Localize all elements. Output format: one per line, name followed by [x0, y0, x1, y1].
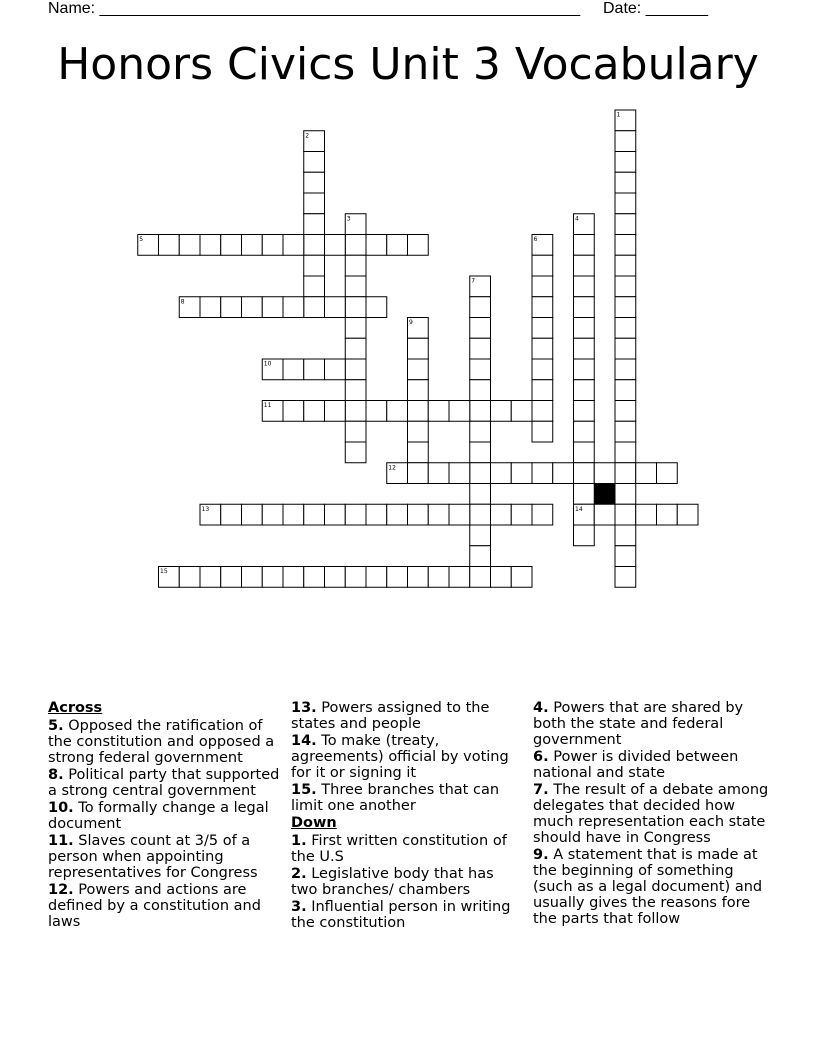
- grid-cell[interactable]: [449, 463, 470, 484]
- grid-cell[interactable]: [262, 235, 283, 256]
- clue-down-9: 9. A statement that is made at the beginning of something (such as a legal document) and usually gives the reasons fore the parts that follow: [533, 847, 763, 927]
- grid-cell[interactable]: [283, 401, 304, 422]
- clue-number: 3: [346, 215, 351, 223]
- grid-cell[interactable]: [574, 276, 595, 297]
- grid-cell[interactable]: [304, 235, 325, 256]
- grid-cell[interactable]: [574, 421, 595, 442]
- grid-cell[interactable]: [366, 567, 387, 588]
- grid-cell[interactable]: [304, 297, 325, 318]
- clue-number: 7: [471, 277, 476, 285]
- grid-cell[interactable]: [470, 442, 491, 463]
- grid-cell[interactable]: [615, 525, 636, 546]
- grid-cell[interactable]: [262, 567, 283, 588]
- grid-cell[interactable]: [532, 297, 553, 318]
- clue-down-6: 6. Power is divided between national and state: [533, 749, 739, 781]
- grid-cell[interactable]: [242, 297, 263, 318]
- clue-across-11: 11. Slaves count at 3/5 of a person when appointing representatives for Congress: [48, 833, 258, 881]
- grid-cell[interactable]: [345, 255, 366, 276]
- clue-across-5: 5. Opposed the ratification of the constitution and opposed a strong federal government: [48, 718, 275, 766]
- grid-cell[interactable]: [408, 380, 429, 401]
- grid-cell[interactable]: [345, 442, 366, 463]
- grid-cell[interactable]: [304, 504, 325, 525]
- grid-cell[interactable]: [428, 463, 449, 484]
- grid-cell[interactable]: [615, 172, 636, 193]
- grid-cell[interactable]: [470, 359, 491, 380]
- grid-cell[interactable]: [408, 235, 429, 256]
- grid-cell[interactable]: [242, 504, 263, 525]
- grid-cell[interactable]: [470, 525, 491, 546]
- grid-cell[interactable]: [574, 359, 595, 380]
- grid-cell[interactable]: [345, 318, 366, 339]
- grid-cell[interactable]: [511, 567, 532, 588]
- grid-cell[interactable]: [532, 338, 553, 359]
- grid-cell[interactable]: [677, 504, 698, 525]
- clue-number: 1: [616, 111, 621, 119]
- grid-cell[interactable]: [449, 504, 470, 525]
- down-heading: Down: [291, 815, 337, 831]
- grid-cell[interactable]: [408, 359, 429, 380]
- grid-cell[interactable]: [615, 276, 636, 297]
- grid-cell[interactable]: [408, 338, 429, 359]
- grid-cell[interactable]: [615, 421, 636, 442]
- grid-cell[interactable]: [615, 318, 636, 339]
- grid-cell[interactable]: [408, 504, 429, 525]
- clue-across-12: 12. Powers and actions are defined by a constitution and laws: [48, 882, 261, 930]
- clue-number: 8: [180, 298, 185, 306]
- grid-cell[interactable]: [325, 401, 346, 422]
- grid-cell[interactable]: [283, 504, 304, 525]
- grid-cell[interactable]: [304, 152, 325, 173]
- clue-across-13: 13. Powers assigned to the states and people: [291, 700, 490, 732]
- grid-cell[interactable]: [470, 401, 491, 422]
- grid-cell[interactable]: [325, 359, 346, 380]
- clue-number: 11: [263, 402, 272, 409]
- grid-cell[interactable]: [615, 152, 636, 173]
- across-heading: Across: [48, 700, 103, 716]
- clue-column-3: [533, 700, 769, 928]
- clue-down-4: 4. Powers that are shared by both the state and federal government: [533, 700, 744, 748]
- clue-across-14: 14. To make (treaty, agreements) official by voting for it or signing it: [291, 733, 509, 781]
- grid-cell[interactable]: [449, 567, 470, 588]
- grid-cell[interactable]: [366, 504, 387, 525]
- clue-down-1: 1. First written constitution of the U.S: [291, 833, 507, 865]
- grid-cell[interactable]: [325, 504, 346, 525]
- grid-cell[interactable]: [345, 338, 366, 359]
- grid-cell[interactable]: [574, 442, 595, 463]
- grid-cell[interactable]: [470, 380, 491, 401]
- grid-cell[interactable]: [304, 172, 325, 193]
- grid-cell[interactable]: [615, 463, 636, 484]
- grid-cell[interactable]: [615, 359, 636, 380]
- grid-cell[interactable]: [325, 235, 346, 256]
- grid-cell[interactable]: [511, 463, 532, 484]
- grid-cell[interactable]: [574, 255, 595, 276]
- grid-cell[interactable]: [449, 401, 470, 422]
- grid-cell[interactable]: [200, 297, 221, 318]
- grid-cell[interactable]: [304, 193, 325, 214]
- grid-cell[interactable]: [574, 401, 595, 422]
- grid-cell[interactable]: [428, 401, 449, 422]
- grid-cell[interactable]: [325, 297, 346, 318]
- grid-cell[interactable]: [470, 546, 491, 567]
- black-cell: [594, 484, 615, 505]
- grid-cell[interactable]: [532, 401, 553, 422]
- page-title: Honors Civics Unit 3 Vocabulary: [57, 39, 759, 90]
- grid-cell[interactable]: [366, 235, 387, 256]
- grid-cell[interactable]: [221, 567, 242, 588]
- grid-cell[interactable]: [491, 401, 512, 422]
- grid-cell[interactable]: [615, 567, 636, 588]
- grid-cell[interactable]: [511, 504, 532, 525]
- grid-cell[interactable]: [511, 401, 532, 422]
- grid-cell[interactable]: [345, 297, 366, 318]
- grid-cell[interactable]: [283, 297, 304, 318]
- grid-cell[interactable]: [345, 380, 366, 401]
- grid-cell[interactable]: [408, 401, 429, 422]
- grid-cell[interactable]: [283, 567, 304, 588]
- grid-cell[interactable]: [491, 567, 512, 588]
- grid-cell[interactable]: [283, 235, 304, 256]
- grid-cell[interactable]: [574, 380, 595, 401]
- grid-cell[interactable]: [242, 567, 263, 588]
- grid-cell[interactable]: [325, 567, 346, 588]
- grid-cell[interactable]: [615, 504, 636, 525]
- grid-cell[interactable]: [532, 255, 553, 276]
- clue-number: 14: [575, 505, 583, 513]
- grid-cell[interactable]: [615, 214, 636, 235]
- grid-cell[interactable]: [304, 567, 325, 588]
- grid-cell[interactable]: [532, 276, 553, 297]
- grid-cell[interactable]: [200, 567, 221, 588]
- grid-cell[interactable]: [553, 463, 574, 484]
- grid-cell[interactable]: [345, 421, 366, 442]
- grid-cell[interactable]: [615, 546, 636, 567]
- clue-number: 12: [388, 464, 396, 472]
- grid-cell[interactable]: [304, 214, 325, 235]
- grid-cell[interactable]: [574, 297, 595, 318]
- grid-cell[interactable]: [345, 235, 366, 256]
- grid-cell[interactable]: [221, 504, 242, 525]
- grid-cell[interactable]: [532, 463, 553, 484]
- grid-cell[interactable]: [408, 567, 429, 588]
- clue-number: 6: [533, 236, 538, 243]
- grid-cell[interactable]: [574, 235, 595, 256]
- date-line[interactable]: _______: [645, 0, 708, 17]
- clue-number: 5: [139, 236, 144, 243]
- clue-number: 9: [409, 319, 413, 326]
- grid-cell[interactable]: [574, 338, 595, 359]
- clue-down-3: 3. Influential person in writing the constitution: [291, 899, 511, 931]
- grid-cell[interactable]: [428, 567, 449, 588]
- grid-cell[interactable]: [532, 504, 553, 525]
- date-label: Date:: [603, 0, 642, 17]
- grid-cell[interactable]: [491, 463, 512, 484]
- grid-cell[interactable]: [408, 463, 429, 484]
- grid-cell[interactable]: [345, 504, 366, 525]
- grid-cell[interactable]: [615, 235, 636, 256]
- grid-cell[interactable]: [345, 567, 366, 588]
- grid-cell[interactable]: [615, 297, 636, 318]
- grid-cell[interactable]: [221, 235, 242, 256]
- grid-cell[interactable]: [615, 255, 636, 276]
- grid-cell[interactable]: [345, 359, 366, 380]
- grid-cell[interactable]: [615, 401, 636, 422]
- clue-down-7: 7. The result of a debate among delegates that decided how much representation each state should have in Congress: [533, 782, 769, 846]
- grid-cell[interactable]: [428, 504, 449, 525]
- clue-column-1: [48, 700, 284, 931]
- grid-cell[interactable]: [615, 338, 636, 359]
- grid-cell[interactable]: [574, 463, 595, 484]
- grid-cell[interactable]: [159, 235, 180, 256]
- grid-cell[interactable]: [574, 318, 595, 339]
- grid-cell[interactable]: [470, 318, 491, 339]
- grid-cell[interactable]: [532, 380, 553, 401]
- grid-cell[interactable]: [304, 401, 325, 422]
- grid-cell[interactable]: [470, 484, 491, 505]
- grid-cell[interactable]: [532, 318, 553, 339]
- grid-cell[interactable]: [532, 359, 553, 380]
- grid-cell[interactable]: [594, 504, 615, 525]
- clue-number: 4: [575, 215, 579, 223]
- grid-cell[interactable]: [408, 421, 429, 442]
- grid-cell[interactable]: [387, 504, 408, 525]
- grid-cell[interactable]: [408, 442, 429, 463]
- clue-down-2: 2. Legislative body that has two branches/ chambers: [291, 866, 494, 898]
- grid-cell[interactable]: [615, 380, 636, 401]
- clue-number: 13: [201, 505, 210, 513]
- grid-cell[interactable]: [387, 401, 408, 422]
- grid-cell[interactable]: [242, 235, 263, 256]
- grid-cell[interactable]: [262, 504, 283, 525]
- grid-cell[interactable]: [636, 463, 657, 484]
- grid-cell[interactable]: [387, 567, 408, 588]
- grid-cell[interactable]: [470, 567, 491, 588]
- name-line[interactable]: ______________________________________________________: [99, 0, 581, 17]
- clue-column-2: [291, 700, 523, 932]
- grid-cell[interactable]: [470, 421, 491, 442]
- grid-cell[interactable]: [657, 504, 678, 525]
- clue-number: 2: [305, 132, 310, 140]
- grid-cell[interactable]: [574, 525, 595, 546]
- grid-cell[interactable]: [470, 463, 491, 484]
- grid-cell[interactable]: [345, 276, 366, 297]
- clue-across-15: 15. Three branches that can limit one another: [291, 782, 500, 814]
- grid-cell[interactable]: [262, 297, 283, 318]
- grid-cell[interactable]: [636, 504, 657, 525]
- clue-number: 10: [263, 360, 272, 368]
- grid-cell[interactable]: [470, 338, 491, 359]
- grid-cell[interactable]: [387, 235, 408, 256]
- grid-cell[interactable]: [179, 567, 200, 588]
- grid-cell[interactable]: [304, 359, 325, 380]
- grid-cell[interactable]: [657, 463, 678, 484]
- grid-cell[interactable]: [615, 484, 636, 505]
- grid-cell[interactable]: [574, 484, 595, 505]
- grid-cell[interactable]: [594, 463, 615, 484]
- grid-cell[interactable]: [470, 297, 491, 318]
- grid-cell[interactable]: [615, 442, 636, 463]
- grid-cell[interactable]: [615, 131, 636, 152]
- grid-cell[interactable]: [200, 235, 221, 256]
- grid-cell[interactable]: [366, 297, 387, 318]
- grid-cell[interactable]: [532, 421, 553, 442]
- grid-cell[interactable]: [221, 297, 242, 318]
- grid-cell[interactable]: [304, 255, 325, 276]
- grid-cell[interactable]: [283, 359, 304, 380]
- grid-cell[interactable]: [491, 504, 512, 525]
- grid-cell[interactable]: [179, 235, 200, 256]
- grid-cell[interactable]: [470, 504, 491, 525]
- grid-cell[interactable]: [615, 193, 636, 214]
- grid-cell[interactable]: [366, 401, 387, 422]
- clue-across-10: 10. To formally change a legal document: [48, 800, 269, 832]
- clue-number: 15: [160, 568, 168, 575]
- name-label: Name:: [48, 0, 96, 17]
- grid-cell[interactable]: [304, 276, 325, 297]
- grid-cell[interactable]: [345, 401, 366, 422]
- clue-across-8: 8. Political party that supported a strong central government: [48, 767, 280, 799]
